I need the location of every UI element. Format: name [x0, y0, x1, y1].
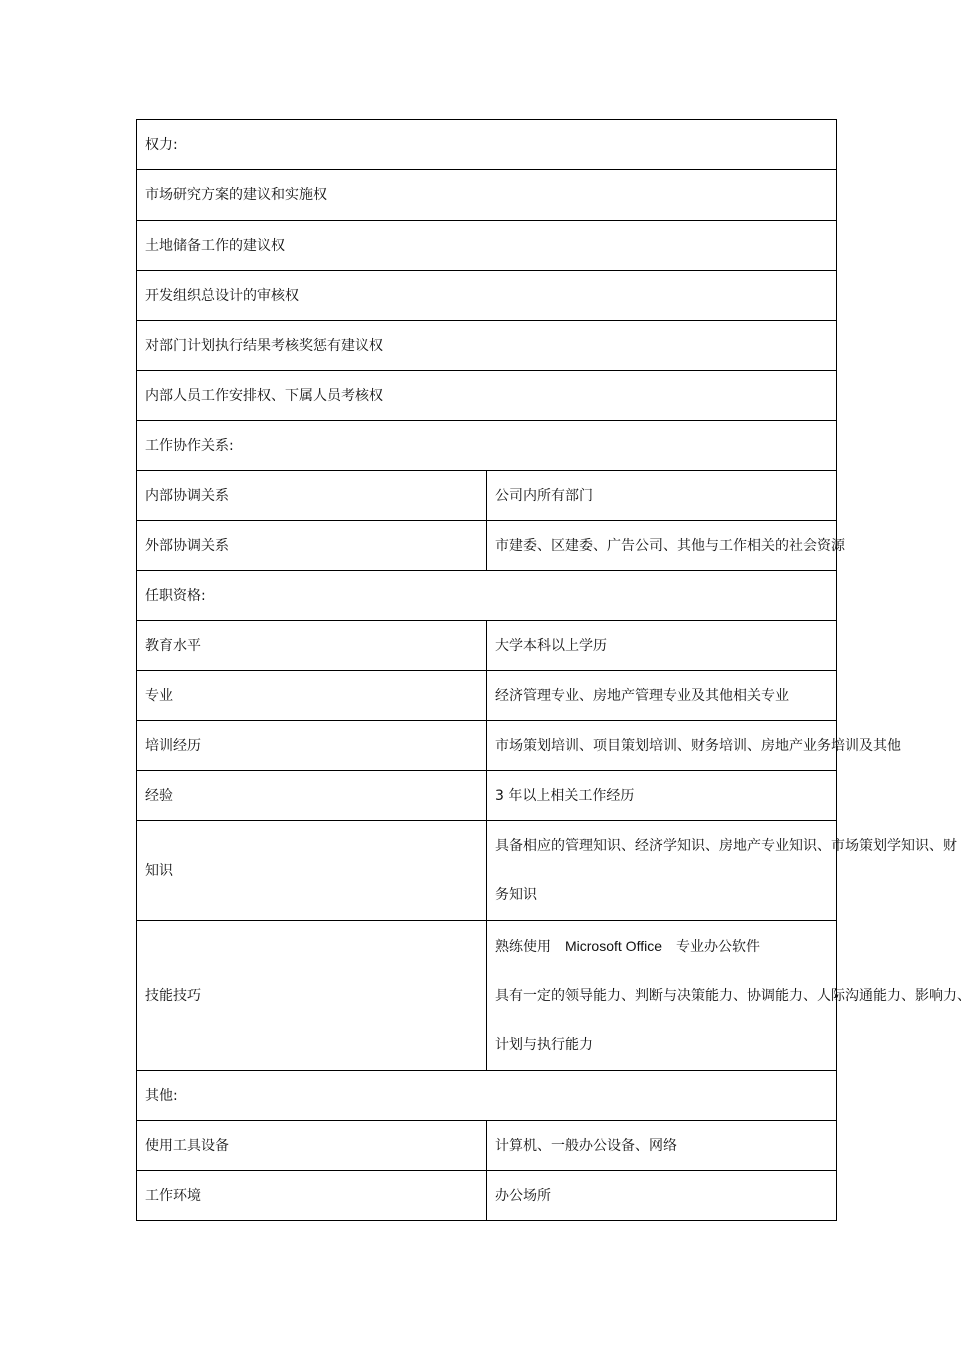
skills-line: 具有一定的领导能力、判断与决策能力、协调能力、人际沟通能力、影响力、 — [495, 988, 971, 1004]
power-row — [137, 170, 837, 221]
row-label: 外部协调关系 — [137, 521, 487, 571]
other-heading: 其他: — [137, 1071, 837, 1121]
row-value: 3 年以上相关工作经历 — [487, 771, 837, 821]
other-row — [137, 1121, 837, 1171]
qualification-row — [137, 771, 837, 821]
qualifications-heading: 任职资格: — [137, 571, 837, 621]
qualification-row — [137, 621, 837, 671]
row-value: 市建委、区建委、广告公司、其他与工作相关的社会资源 — [487, 521, 837, 571]
row-label: 工作环境 — [137, 1171, 487, 1221]
qualification-row — [137, 671, 837, 721]
section-heading-row — [137, 1071, 837, 1121]
row-label: 使用工具设备 — [137, 1121, 487, 1171]
section-heading-row — [137, 421, 837, 471]
power-row — [137, 221, 837, 271]
knowledge-line: 具备相应的管理知识、经济学知识、房地产专业知识、市场策划学知识、财 — [495, 838, 957, 854]
powers-heading: 权力: — [137, 120, 837, 170]
row-label: 教育水平 — [137, 621, 487, 671]
collaboration-heading: 工作协作关系: — [137, 421, 837, 471]
section-heading-row — [137, 120, 837, 170]
power-row — [137, 271, 837, 321]
row-label: 知识 — [137, 821, 487, 921]
power-item: 开发组织总设计的审核权 — [137, 271, 837, 321]
power-item: 对部门计划执行结果考核奖惩有建议权 — [137, 321, 837, 371]
row-label: 专业 — [137, 671, 487, 721]
job-description-table — [136, 119, 971, 1221]
qualification-row — [137, 721, 837, 771]
row-value: 经济管理专业、房地产管理专业及其他相关专业 — [487, 671, 837, 721]
collaboration-row — [137, 521, 837, 571]
power-item: 土地储备工作的建议权 — [137, 221, 837, 271]
knowledge-row — [137, 821, 837, 921]
row-label: 经验 — [137, 771, 487, 821]
row-value: 公司内所有部门 — [487, 471, 837, 521]
collaboration-row — [137, 471, 837, 521]
skills-line: 计划与执行能力 — [495, 1037, 593, 1053]
row-value: 计算机、一般办公设备、网络 — [487, 1121, 837, 1171]
other-row — [137, 1171, 837, 1221]
power-row — [137, 371, 837, 421]
skills-line: 熟练使用 Microsoft Office 专业办公软件 — [495, 938, 760, 954]
power-item: 内部人员工作安排权、下属人员考核权 — [137, 371, 837, 421]
row-value — [487, 921, 971, 1071]
skills-row — [137, 921, 837, 1071]
knowledge-line: 务知识 — [495, 887, 537, 903]
row-label: 内部协调关系 — [137, 471, 487, 521]
row-value — [487, 821, 957, 921]
row-value: 大学本科以上学历 — [487, 621, 837, 671]
row-value: 办公场所 — [487, 1171, 837, 1221]
row-label: 技能技巧 — [137, 921, 487, 1071]
power-row — [137, 321, 837, 371]
row-value: 市场策划培训、项目策划培训、财务培训、房地产业务培训及其他 — [487, 721, 837, 771]
power-item: 市场研究方案的建议和实施权 — [137, 170, 837, 221]
row-label: 培训经历 — [137, 721, 487, 771]
section-heading-row — [137, 571, 837, 621]
